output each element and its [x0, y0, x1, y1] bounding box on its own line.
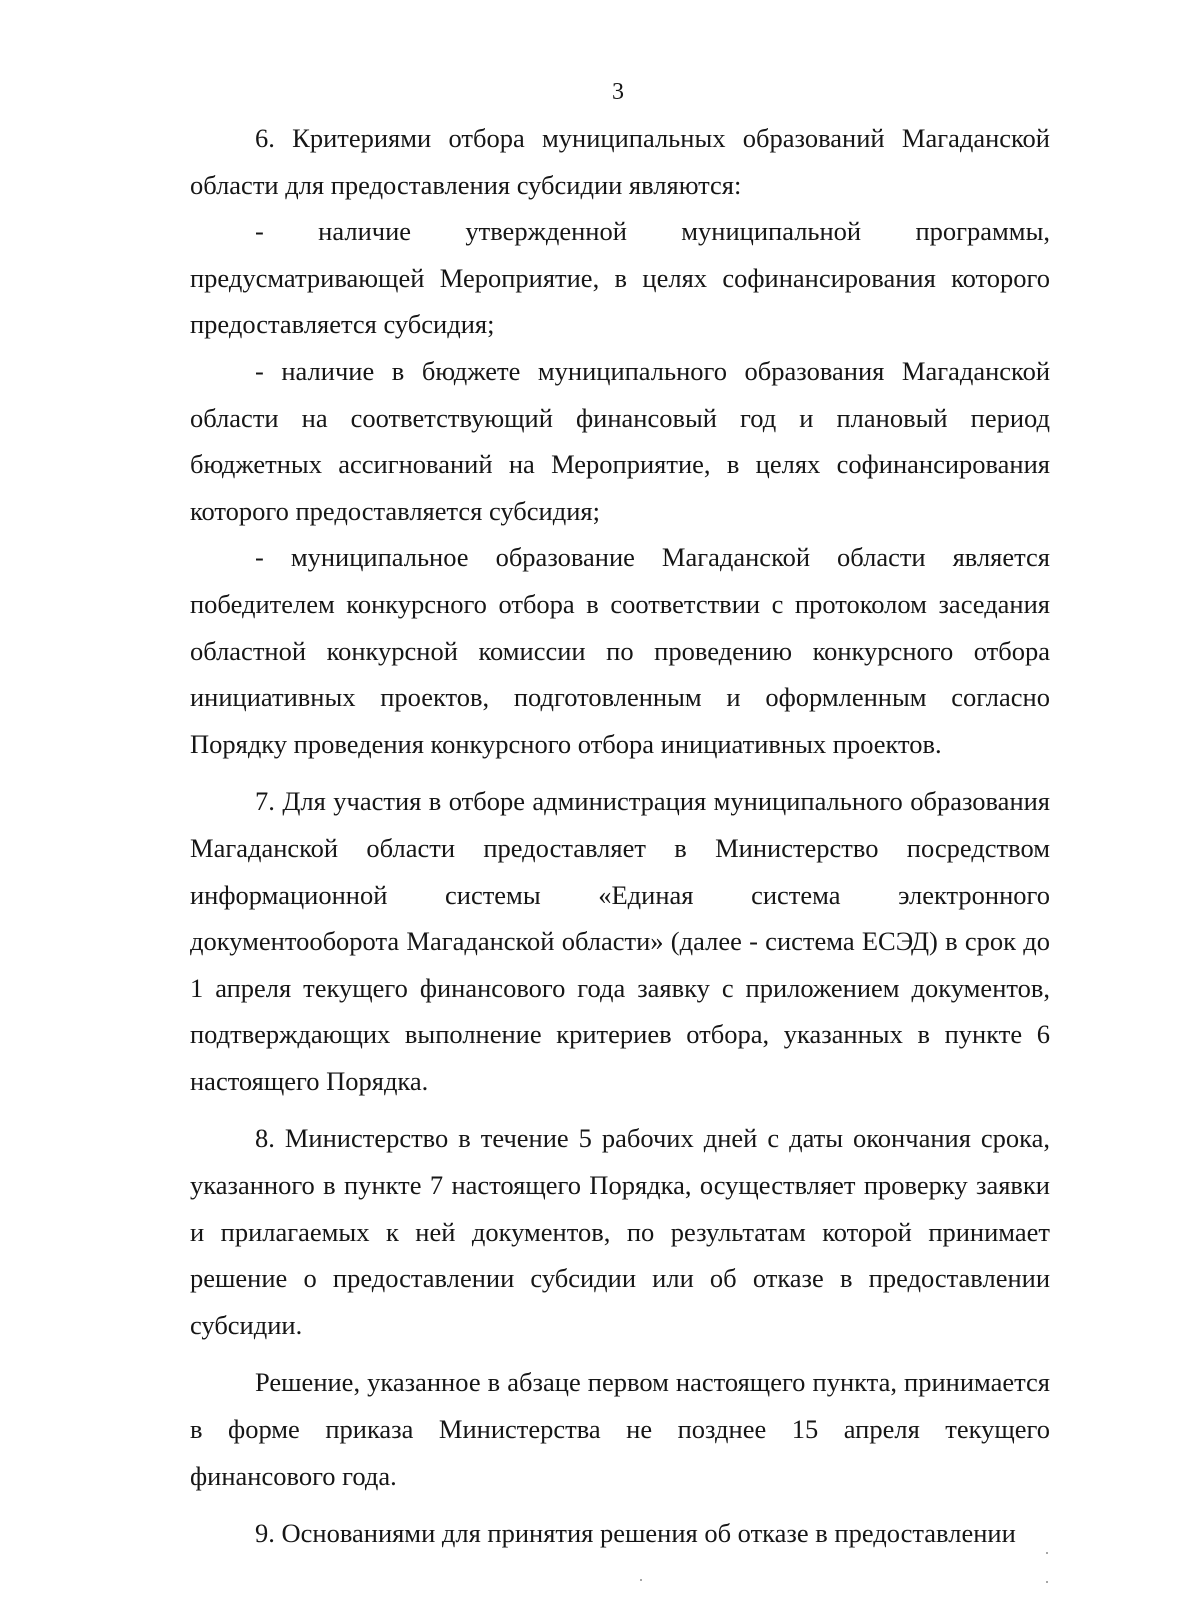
- paragraph-criterion-winner: - муниципальное образование Магаданской области является победителем конкурсного отбора в соответствии с протоколом заседания областной конкурсной комиссии по проведению конкурсного отбора инициативных проектов, подготовленным и оформленным согласно Порядку проведения конкурсного отбора инициативных проектов.: [190, 542, 1050, 759]
- document-body: [190, 115, 1050, 1557]
- paragraph-refusal-grounds: 9. Основаниями для принятия решения об отказе в предоставлении: [255, 1518, 1016, 1549]
- page-number: 3: [612, 79, 624, 105]
- scan-speck: [1046, 1581, 1048, 1583]
- paragraph-criterion-budget: - наличие в бюджете муниципального образования Магаданской области на соответствующий финансовый год и плановый период бюджетных ассигнований на Мероприятие, в целях софинансирования которого предоставляется субсидия;: [190, 355, 1050, 526]
- paragraph-decision: Решение, указанное в абзаце первом настоящего пункта, принимается в форме приказа Министерства не позднее 15 апреля текущего финансового года.: [190, 1367, 1050, 1491]
- scan-speck: [1046, 1552, 1048, 1554]
- paragraph-application: 7. Для участия в отборе администрация муниципального образования Магаданской области предоставляет в Министерство посредством информационной системы «Единая система электронного документооборота Магаданской области» (далее - система ЕСЭД) в срок до 1 апреля текущего финансового года заявку с приложением документов, подтверждающих выполнение критериев отбора, указанных в пункте 6 настоящего Порядка.: [190, 786, 1050, 1096]
- paragraph-criterion-program: - наличие утвержденной муниципальной программы, предусматривающей Мероприятие, в целях софинансирования которого предоставляется субсидия;: [190, 216, 1050, 340]
- paragraph-criteria-intro: 6. Критериями отбора муниципальных образований Магаданской области для предоставления субсидии являются:: [190, 123, 1050, 200]
- scan-speck: [640, 1579, 642, 1581]
- paragraph-review: 8. Министерство в течение 5 рабочих дней с даты окончания срока, указанного в пункте 7 настоящего Порядка, осуществляет проверку заявки и прилагаемых к ней документов, по результатам которой принимает решение о предоставлении субсидии или об отказе в предоставлении субсидии.: [190, 1123, 1050, 1340]
